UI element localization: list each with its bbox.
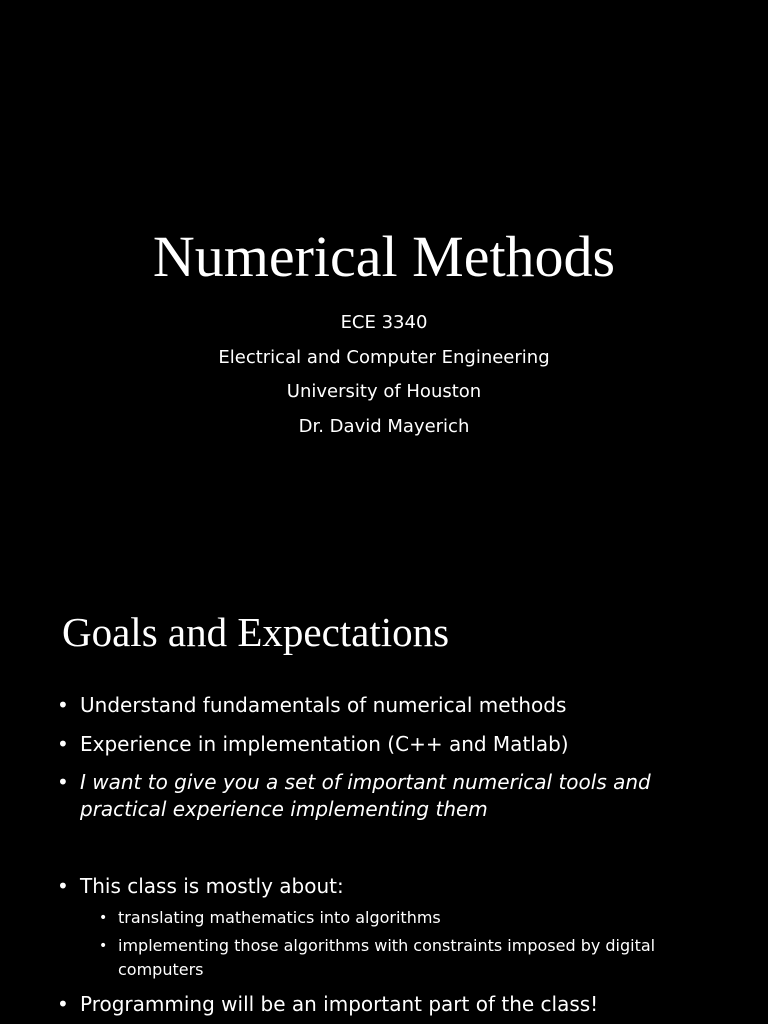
bullet-item: [57, 873, 717, 900]
bullet-dot-icon: •: [57, 732, 69, 756]
bullet-text: Programming will be an important part of the class!: [80, 992, 599, 1016]
subtitle-block: [0, 306, 768, 444]
university: University of Houston: [286, 381, 482, 402]
instructor: Dr. David Mayerich: [298, 415, 470, 437]
bullet-dot-icon: •: [57, 770, 69, 794]
bullet-item: [57, 692, 717, 719]
bullet-dot-icon: •: [57, 874, 69, 898]
bullet-item: [57, 991, 717, 1018]
course-code: ECE 3340: [340, 312, 428, 333]
slide-heading: Goals and Expectations: [62, 609, 450, 655]
sub-bullet-dot-icon: •: [99, 938, 108, 954]
sub-bullet-dot-icon: •: [99, 910, 108, 926]
bullet-text: I want to give you a set of important numerical tools and practical experience implementing them: [80, 770, 651, 821]
sub-bullet-text: translating mathematics into algorithms: [118, 908, 441, 927]
sub-bullet-text: implementing those algorithms with constraints imposed by digital computers: [118, 936, 656, 979]
bullet-item: [57, 731, 717, 758]
bullet-text: This class is mostly about:: [80, 874, 344, 898]
bullet-dot-icon: •: [57, 992, 69, 1016]
sub-bullet-item: [99, 934, 709, 982]
slide-title: Numerical Methods: [152, 224, 616, 289]
bullet-dot-icon: •: [57, 693, 69, 717]
bullet-item: [57, 769, 717, 823]
bullet-text: Understand fundamentals of numerical methods: [80, 693, 567, 717]
sub-bullet-item: [99, 906, 709, 930]
department: Electrical and Computer Engineering: [218, 346, 550, 368]
bullet-text: Experience in implementation (C++ and Matlab): [80, 732, 569, 756]
